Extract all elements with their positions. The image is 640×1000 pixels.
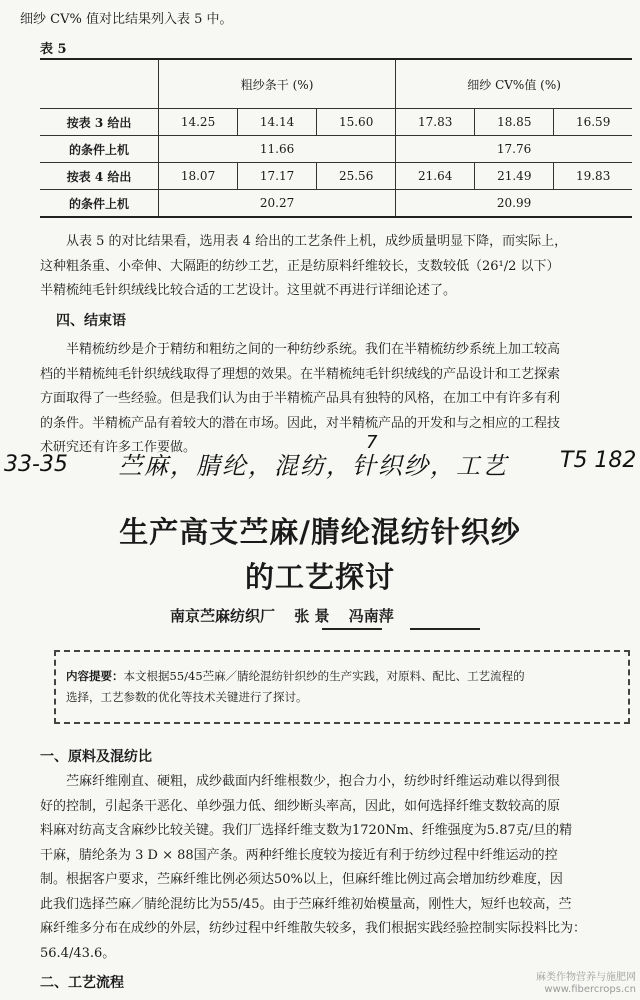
article-title-line1: 生产高支苎麻/腈纶混纺针织纱 [119, 515, 521, 549]
table-cell: 17.83 [396, 109, 475, 136]
table-cell: 14.25 [159, 109, 238, 136]
row-label: 的条件上机 [40, 136, 159, 163]
table-cell: 18.07 [159, 163, 238, 190]
abstract-text: 选择，工艺参数的优化等技术关键进行了探讨。 [66, 690, 308, 704]
section-heading-process: 二、工艺流程 [40, 975, 124, 991]
authors-line [170, 605, 408, 626]
abstract-label: 内容提要： [66, 669, 124, 683]
table-cell: 14.14 [238, 109, 317, 136]
table-cell: 17.17 [238, 163, 317, 190]
table-row [40, 163, 632, 190]
author-name: 张 景 [294, 607, 330, 625]
section-heading-materials: 一、原料及混纺比 [40, 749, 152, 765]
table-header-row [40, 60, 632, 109]
handwritten-underline [410, 628, 480, 630]
table-cell-avg: 20.27 [159, 190, 396, 217]
table-row [40, 190, 632, 217]
header-yarn-cv: 细纱 CV%值 (%) [396, 60, 632, 109]
table-label: 表 5 [40, 42, 67, 57]
row-label: 的条件上机 [68, 196, 129, 211]
table-cell: 25.56 [317, 163, 396, 190]
table-cell-avg: 17.76 [396, 136, 632, 163]
paragraph-results: 从表 5 的对比结果看，选用表 4 给出的工艺条件上机，成纱质量明显下降，而实际上， 这种粗条重、小牵伸、大隔距的纺纱工艺，正是纺原料纤维较长，支数较低（26¹/2 以下） 半精梳纯毛针织绒线比较合适的工艺设计。这里就不再进行详细论述了。 [40, 234, 568, 298]
table-cell: 16.59 [554, 109, 632, 136]
header-roving: 粗纱条干 (%) [159, 60, 396, 109]
data-table [40, 58, 632, 218]
paragraph-conclusion: 半精梳纺纱是介于精纺和粗纺之间的一种纺纱系统。我们在半精梳纺纱系统上加工较高 档的半精梳纯毛针织绒线取得了理想的效果。在半精梳纯毛针织绒线的产品设计和工艺探索 方面取得了一些经验。但是我们认为由于半精梳产品具有独特的风格，在加工中有许多有利 的条件。半精梳产品有着较大的潜在市场。因此，对半精梳产品的开发和与之相应的工程技 术研究还有许多工作要做。 [40, 342, 561, 455]
handwritten-page-range: 33-35 [4, 452, 68, 477]
table-cell: 18.85 [475, 109, 554, 136]
section-heading-conclusion: 四、结束语 [56, 313, 126, 329]
handwritten-keywords: 苎麻，腈纶，混纺，针织纱，工艺 [118, 452, 508, 480]
author-name: 冯南萍 [348, 607, 394, 625]
row-label: 按表 4 给出 [40, 163, 159, 190]
watermark: 麻类作物营养与施肥网 www.fibercrops.cn [536, 972, 636, 995]
paragraph-materials: 苎麻纤维刚直、硬粗，成纱截面内纤维根数少，抱合力小，纺纱时纤维运动难以得到很 好的控制，引起条干恶化、单纱强力低、细纱断头率高，因此，如何选择纤维支数较高的原 料麻对纺高支含麻纱比较关键。我们厂选择纤维支数为1720Nm、纤维强度为5.87克/旦的精 干麻，腈纶条为 3 D × 88国产条。两种纤维长度较为接近有利于纺纱过程中纤维运动的控 制。根据客户要求，苎麻纤维比例必须达50%以上，但麻纤维比例过高会增加纺纱难度，因 此我们选择苎麻／腈纶混纺比为55/45。由于苎麻纤维初始模量高，刚性大，短纤也较高，苎 麻纤维多分布在成纱的外层，纺纱过程中纤维散失较多，我们根据实践经验控制实际投料比为： 56.4/43.6。 [40, 774, 587, 961]
handwritten-number: 7 [366, 432, 378, 453]
row-label: 按表 3 给出 [40, 109, 159, 136]
article-title-line2: 的工艺探讨 [244, 560, 395, 594]
table-cell: 21.49 [475, 163, 554, 190]
affiliation: 南京苎麻纺织厂 [170, 607, 276, 625]
table-cell: 15.60 [317, 109, 396, 136]
handwritten-code: T5 182 [560, 448, 637, 473]
abstract-text: 本文根据55/45苎麻／腈纶混纺针织纱的生产实践，对原料、配比、工艺流程的 [123, 669, 525, 683]
table-cell: 21.64 [396, 163, 475, 190]
table-cell-avg: 11.66 [159, 136, 396, 163]
table-row [40, 109, 632, 136]
intro-line: 细纱 CV% 值对比结果列入表 5 中。 [20, 12, 233, 27]
table-row [40, 136, 632, 163]
table-cell-avg: 20.99 [396, 190, 632, 217]
handwritten-underline [322, 628, 382, 630]
table-cell: 19.83 [554, 163, 632, 190]
abstract-box [54, 650, 630, 724]
